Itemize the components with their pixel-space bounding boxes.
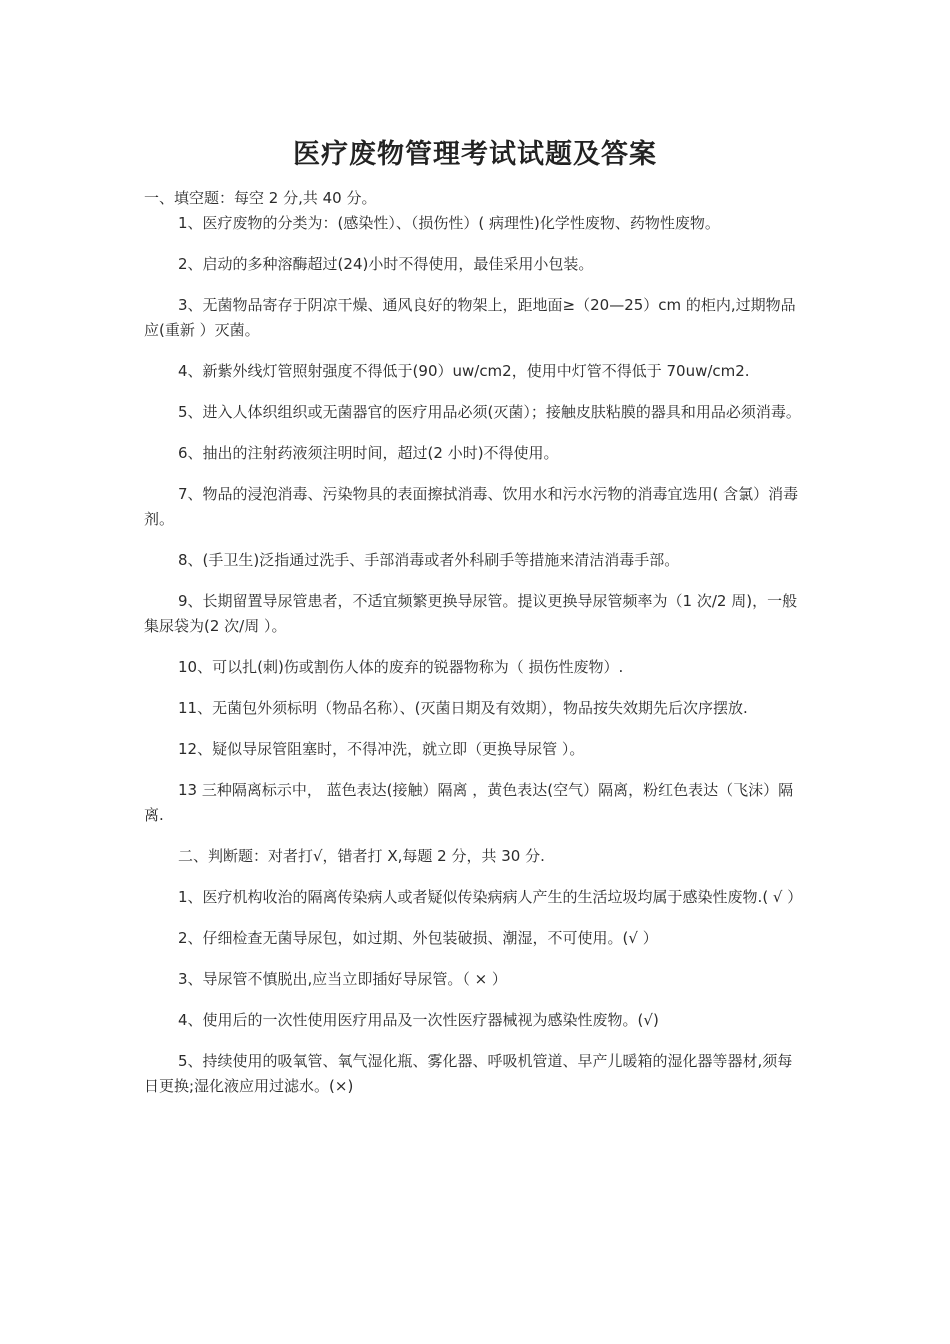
question-item: 3、无菌物品寄存于阴凉干燥、通风良好的物架上，距地面≥（20—25）cm 的柜内,过期物品应(重新 ）灭菌。: [144, 296, 796, 339]
page-title: 医疗废物管理考试试题及答案: [293, 139, 657, 170]
question-item: 5、持续使用的吸氧管、氧气湿化瓶、雾化器、呼吸机管道、早产儿暖箱的湿化器等器材,须每日更换;湿化液应用过滤水。(×): [144, 1052, 793, 1095]
question-item: 1、医疗机构收治的隔离传染病人或者疑似传染病病人产生的生活垃圾均属于感染性废物.( √ ）: [178, 888, 803, 906]
question-item: 8、(手卫生)泛指通过洗手、手部消毒或者外科刷手等措施来清洁消毒手部。: [178, 551, 680, 569]
question-item: 5、进入人体织组织或无菌器官的医疗用品必须(灭菌）；接触皮肤粘膜的器具和用品必须消毒。: [178, 403, 801, 421]
question-item: 3、导尿管不慎脱出,应当立即插好导尿管。（ × ）: [178, 970, 507, 988]
question-item: 9、长期留置导尿管患者，不适宜频繁更换导尿管。提议更换导尿管频率为（1 次/2 周)，一般集尿袋为(2 次/周 ）。: [144, 592, 798, 635]
question-item: 7、物品的浸泡消毒、污染物具的表面擦拭消毒、饮用水和污水污物的消毒宜选用( 含氯）消毒剂。: [144, 485, 799, 528]
question-item: 1、医疗废物的分类为：(感染性）、（损伤性）( 病理性)化学性废物、药物性废物。: [178, 214, 720, 232]
question-item: 11、无菌包外须标明（物品名称）、(灭菌日期及有效期），物品按失效期先后次序摆放.: [178, 699, 748, 717]
question-item: 4、使用后的一次性使用医疗用品及一次性医疗器械视为感染性废物。(√): [178, 1011, 659, 1029]
question-item: 6、抽出的注射药液须注明时间，超过(2 小时)不得使用。: [178, 444, 559, 462]
question-item: 2、启动的多种溶酶超过(24)小时不得使用，最佳采用小包装。: [178, 255, 594, 273]
document-body: [144, 186, 806, 1099]
question-item: 10、可以扎(刺)伤或割伤人体的废弃的锐器物称为（ 损伤性废物）.: [178, 658, 624, 676]
section-heading-true-false: 二、判断题：对者打√，错者打 X,每题 2 分，共 30 分.: [178, 847, 545, 865]
question-item: 4、新紫外线灯管照射强度不得低于(90）uw/cm2，使用中灯管不得低于 70uw/cm2.: [178, 362, 750, 380]
question-item: 12、疑似导尿管阻塞时，不得冲洗，就立即（更换导尿管 ）。: [178, 740, 585, 758]
question-item: 2、仔细检查无菌导尿包，如过期、外包装破损、潮湿，不可使用。(√ ）: [178, 929, 658, 947]
question-item: 13 三种隔离标示中， 蓝色表达(接触）隔离 ，黄色表达(空气）隔离，粉红色表达（飞沫）隔离.: [144, 781, 794, 824]
section-heading-fill-in: 一、填空题：每空 2 分,共 40 分。: [144, 189, 377, 207]
